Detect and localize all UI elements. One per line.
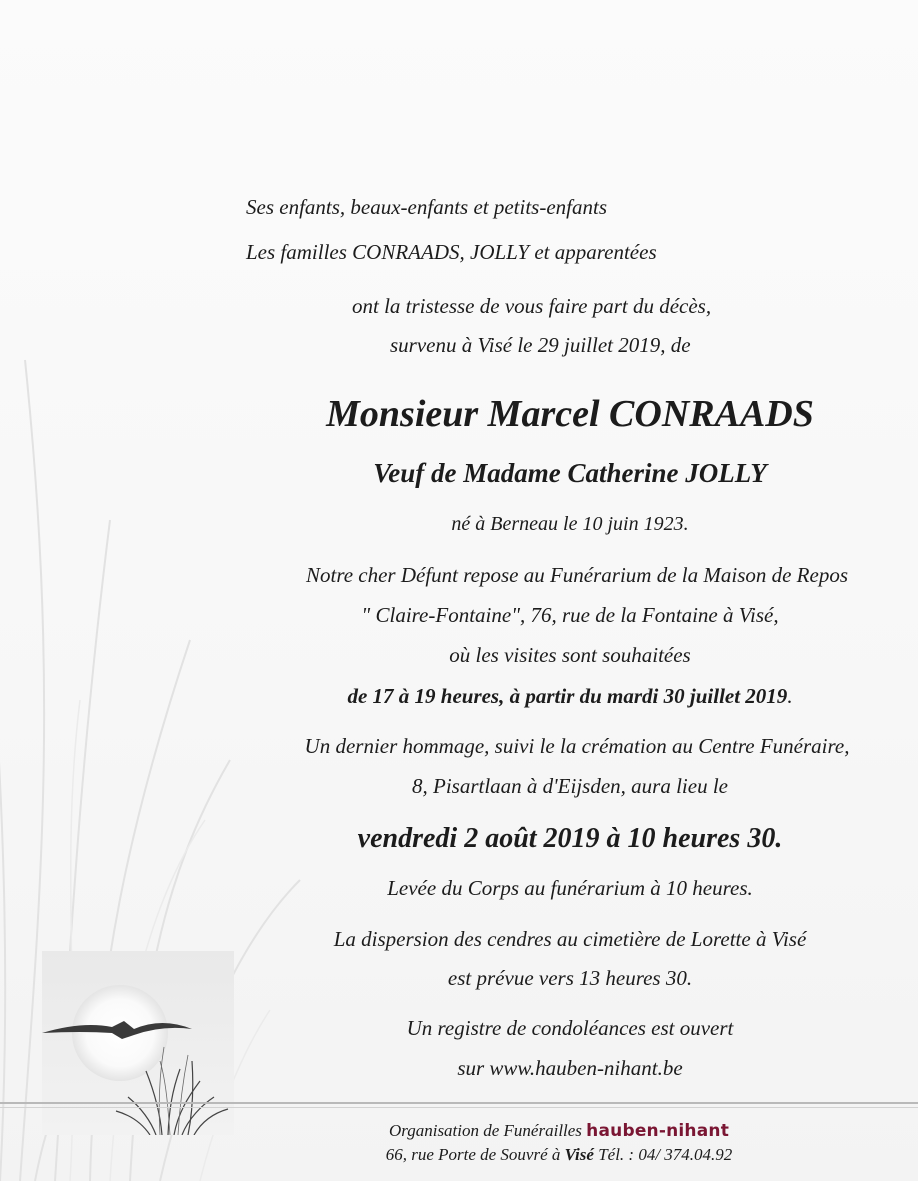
- widower-of: [111, 460, 918, 487]
- family-line-1: Ses enfants, beaux-enfants et petits-enfants: [246, 195, 608, 219]
- departure-info: [111, 878, 918, 899]
- register-line-1-text: Un registre de condoléances est ouvert: [406, 1016, 734, 1040]
- rest-line-2-text: " Claire-Fontaine", 76, rue de la Fontaine à Visé,: [361, 603, 779, 627]
- birth-info-text: né à Berneau le 10 juin 1923.: [451, 513, 689, 535]
- rest-line-2: [111, 605, 918, 626]
- ceremony-date: [111, 825, 918, 853]
- tribute-line-2-text: 8, Pisartlaan à d'Eijsden, aura lieu le: [412, 774, 728, 798]
- footer-address: [0, 1145, 918, 1165]
- rest-line-1: [118, 565, 918, 586]
- intro-line-1: ont la tristesse de vous faire part du décès,: [352, 294, 712, 318]
- register-line-2-text: sur www.hauben-nihant.be: [457, 1056, 683, 1080]
- visit-hours: [111, 686, 918, 707]
- deceased-name: [111, 395, 918, 433]
- intro-line-2: survenu à Visé le 29 juillet 2019, de: [390, 333, 691, 357]
- tribute-line-1-text: Un dernier hommage, suivi le la crémation au Centre Funéraire,: [304, 734, 850, 758]
- footer-address-prefix: 66, rue Porte de Souvré à: [385, 1145, 565, 1164]
- footer-divider-thin: [0, 1107, 918, 1108]
- visit-hours-text: de 17 à 19 heures, à partir du mardi 30 juillet 2019: [347, 684, 788, 708]
- footer-phone: Tél. : 04/ 374.04.92: [593, 1145, 733, 1164]
- rest-line-3-text: où les visites sont souhaitées: [449, 643, 691, 667]
- footer-divider: [0, 1102, 918, 1104]
- rest-line-3: [111, 645, 918, 666]
- widower-of-text: Veuf de Madame Catherine JOLLY: [373, 458, 767, 488]
- rest-line-1-text: Notre cher Défunt repose au Funérarium de la Maison de Repos: [305, 563, 849, 587]
- deceased-name-text: Monsieur Marcel CONRAADS: [326, 393, 814, 435]
- footer-organisation: [0, 1121, 918, 1141]
- family-line-2: Les familles CONRAADS, JOLLY et apparentées: [246, 240, 657, 264]
- departure-info-text: Levée du Corps au funérarium à 10 heures.: [387, 876, 753, 900]
- brand-logo: hauben-nihant: [586, 1121, 730, 1141]
- birth-info: [111, 514, 918, 534]
- dispersion-line-1-text: La dispersion des cendres au cimetière de Lorette à Visé: [333, 927, 807, 951]
- dispersion-line-1: [111, 929, 918, 950]
- footer-org-prefix: Organisation de Funérailles: [388, 1121, 587, 1140]
- dispersion-line-2-text: est prévue vers 13 heures 30.: [447, 966, 693, 990]
- tribute-line-1: [118, 736, 918, 757]
- visit-hours-period: .: [787, 684, 793, 708]
- footer-address-city: Visé: [564, 1145, 594, 1164]
- ceremony-date-text: vendredi 2 août 2019 à 10 heures 30.: [357, 823, 783, 854]
- tribute-line-2: [111, 776, 918, 797]
